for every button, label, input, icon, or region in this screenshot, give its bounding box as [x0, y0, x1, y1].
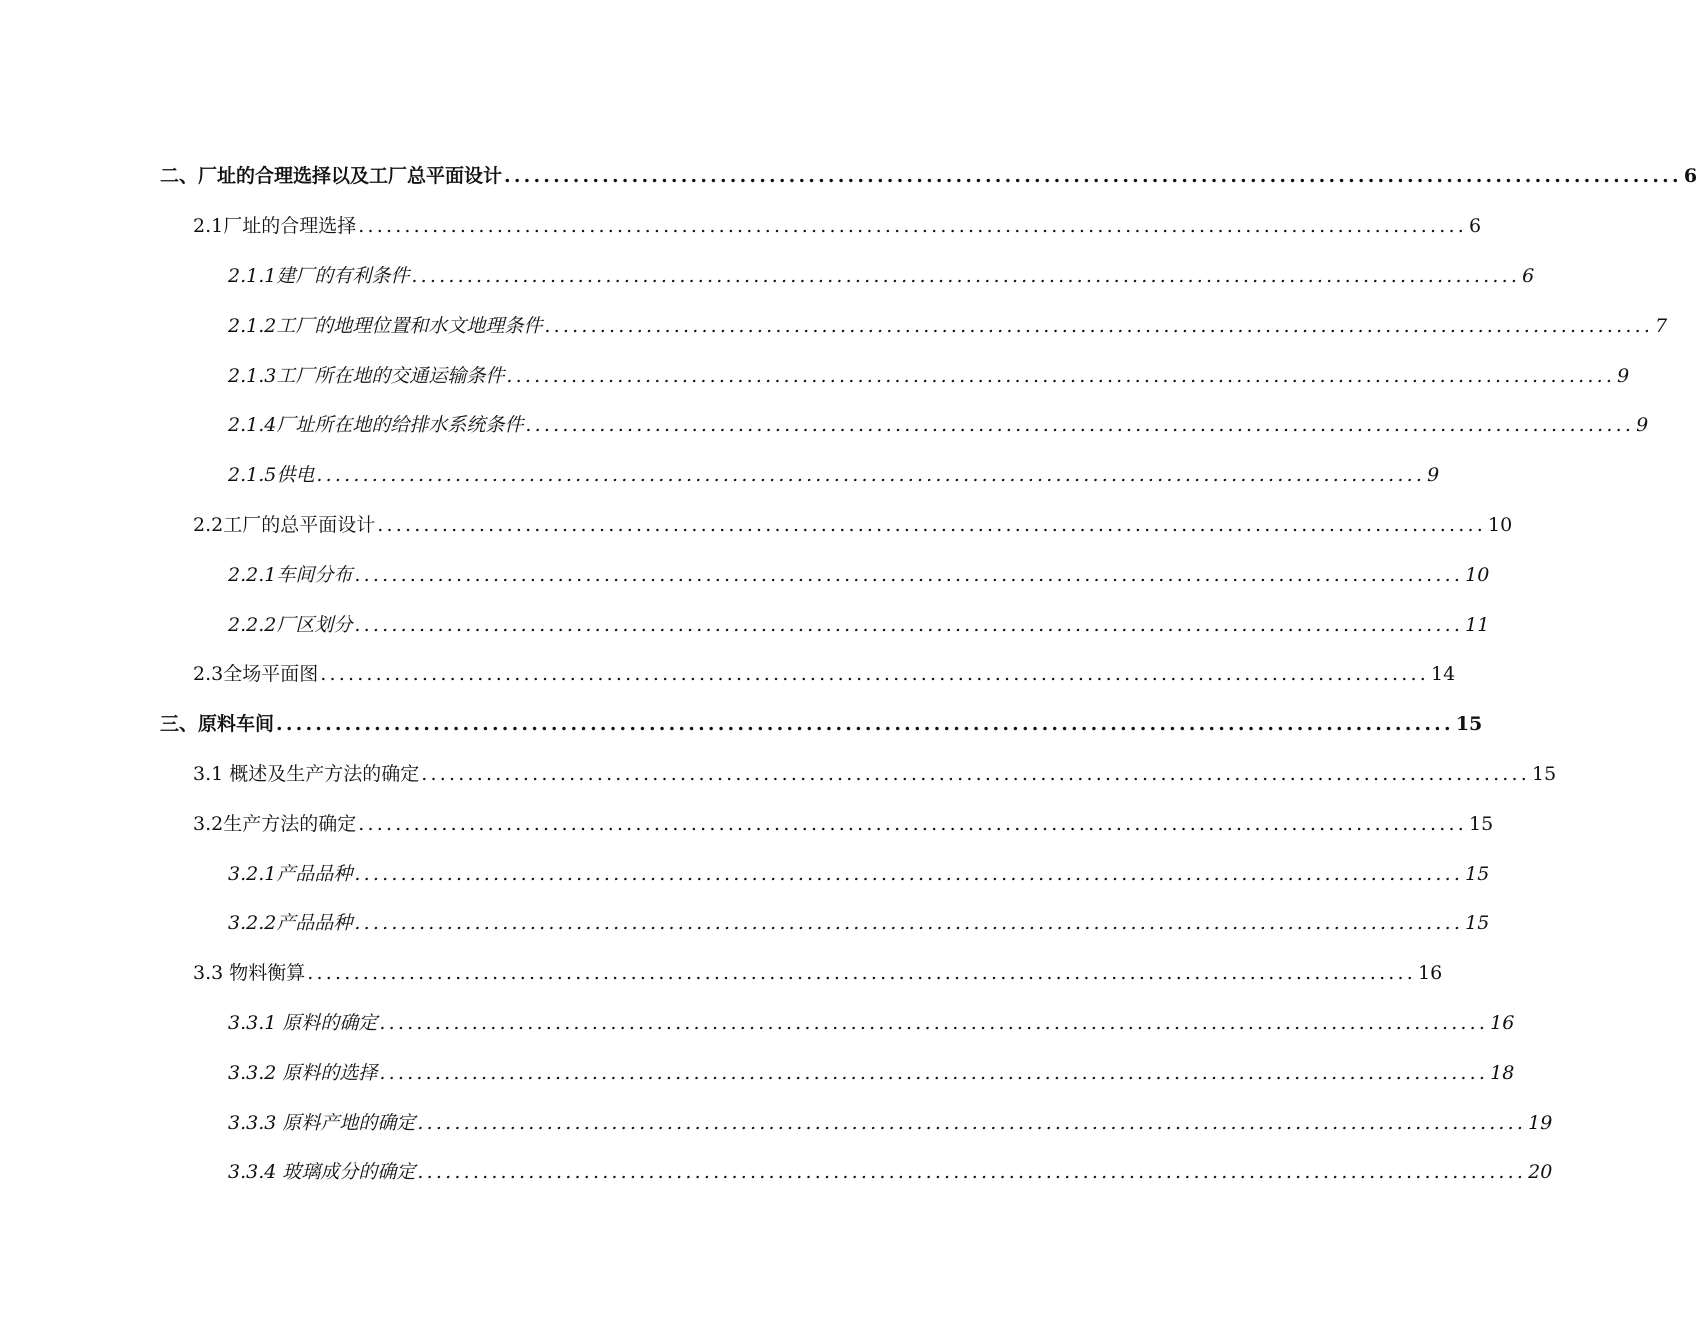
toc-entry-label — [228, 610, 352, 637]
toc-entry-line — [0, 1157, 1553, 1184]
toc-page-number: 6 — [1522, 264, 1535, 287]
toc-leader-dots: ........................................................................................................................ — [377, 513, 1486, 536]
toc-entry-title: 生产方法的确定 — [223, 812, 357, 835]
toc-entry-number: 3.3.1 — [228, 1011, 283, 1034]
toc-page-number: 20 — [1528, 1161, 1553, 1184]
toc-entry-line — [0, 161, 1697, 188]
toc-leader-dots: ........................................................................................................................ — [525, 414, 1635, 437]
toc-entry-label — [228, 460, 314, 487]
toc-entry-line — [0, 759, 1557, 786]
toc-entry-label — [228, 859, 352, 886]
toc-entry-number: 2.1.3 — [228, 364, 277, 387]
toc-entry-chapter-3[interactable] — [0, 698, 1483, 748]
toc-entry-title: 工厂的地理位置和水文地理条件 — [276, 314, 543, 337]
toc-leader-dots: ........................................................................................................................ — [354, 862, 1464, 885]
toc-entry-line — [0, 261, 1535, 288]
toc-entry-title: 建厂的有利条件 — [276, 264, 410, 287]
toc-entry-title: 概述及生产方法的确定 — [229, 762, 420, 785]
toc-entry-line — [0, 560, 1490, 587]
toc-entry-3-1[interactable] — [0, 748, 1557, 798]
toc-entry-label — [160, 161, 502, 188]
toc-entry-number: 2.2.2 — [228, 613, 277, 636]
toc-entry-title: 全场平面图 — [223, 663, 319, 686]
toc-entry-3-3-1[interactable] — [0, 997, 1515, 1047]
toc-entry-label — [193, 809, 356, 836]
toc-entry-label — [228, 361, 504, 388]
toc-entry-title: 玻璃成分的确定 — [282, 1161, 416, 1184]
toc-entry-line — [0, 211, 1482, 238]
toc-entry-line — [0, 1108, 1553, 1135]
toc-leader-dots: ........................................................................................................................ — [417, 1111, 1527, 1134]
toc-entry-3-2-1[interactable] — [0, 847, 1490, 897]
toc-entry-line — [0, 1008, 1515, 1035]
toc-entry-2-1-5[interactable] — [0, 449, 1440, 499]
toc-entry-3-2[interactable] — [0, 797, 1494, 847]
toc-leader-dots: ........................................................................................................................ — [504, 165, 1682, 188]
toc-entry-label — [228, 311, 542, 338]
toc-entry-label — [160, 709, 274, 736]
toc-entry-number: 2.1.1 — [228, 264, 277, 287]
toc-entry-label — [228, 410, 523, 437]
toc-page-number: 15 — [1468, 812, 1494, 835]
toc-entry-2-2-1[interactable] — [0, 548, 1490, 598]
toc-page-number: 15 — [1532, 762, 1557, 785]
table-of-contents — [0, 150, 1697, 1196]
toc-leader-dots: ........................................................................................................................ — [379, 1011, 1489, 1034]
toc-entry-label — [228, 261, 409, 288]
toc-entry-3-3-4[interactable] — [0, 1146, 1553, 1196]
toc-leader-dots: ........................................................................................................................ — [358, 812, 1467, 835]
toc-entry-number: 3.3.4 — [228, 1161, 283, 1184]
toc-page-number: 15 — [1465, 912, 1490, 935]
toc-entry-title: 厂址的合理选择以及工厂总平面设计 — [198, 165, 503, 188]
toc-entry-2-1-2[interactable] — [0, 299, 1668, 349]
toc-entry-number: 2.1.4 — [228, 414, 277, 437]
toc-entry-number: 2.3 — [193, 663, 224, 686]
toc-entry-line — [0, 610, 1490, 637]
toc-entry-label — [228, 1008, 377, 1035]
toc-entry-number: 2.1.2 — [228, 314, 277, 337]
toc-page-number: 6 — [1683, 165, 1697, 188]
toc-page-number: 9 — [1427, 464, 1440, 487]
toc-page-number: 16 — [1490, 1011, 1515, 1034]
toc-leader-dots: ........................................................................................................................ — [354, 613, 1464, 636]
toc-entry-title: 厂址的合理选择 — [223, 215, 357, 238]
toc-entry-label — [228, 1108, 415, 1135]
toc-entry-number: 二、 — [160, 165, 199, 188]
toc-entry-title: 原料车间 — [198, 713, 275, 736]
toc-entry-number: 2.1.5 — [228, 464, 277, 487]
toc-entry-line — [0, 809, 1494, 836]
toc-page-number: 10 — [1487, 513, 1513, 536]
toc-entry-label — [228, 1157, 415, 1184]
toc-entry-label — [193, 759, 419, 786]
toc-entry-title: 产品品种 — [276, 862, 353, 885]
toc-page-number: 6 — [1468, 215, 1482, 238]
toc-entry-title: 工厂所在地的交通运输条件 — [276, 364, 505, 387]
toc-entry-2-1[interactable] — [0, 200, 1482, 250]
toc-entry-number: 2.2.1 — [228, 563, 277, 586]
toc-page-number: 19 — [1528, 1111, 1553, 1134]
toc-leader-dots: ........................................................................................................................ — [417, 1161, 1527, 1184]
toc-entry-label — [193, 659, 318, 686]
toc-entry-title: 供电 — [276, 464, 315, 487]
toc-page-number: 15 — [1455, 713, 1483, 736]
toc-entry-3-2-2[interactable] — [0, 897, 1490, 947]
toc-entry-line — [0, 410, 1649, 437]
toc-entry-label — [228, 908, 352, 935]
toc-entry-3-3-2[interactable] — [0, 1046, 1515, 1096]
toc-entry-3-3-3[interactable] — [0, 1096, 1553, 1146]
toc-entry-number: 三、 — [160, 713, 199, 736]
toc-page-number: 11 — [1465, 613, 1490, 636]
toc-entry-number: 3.2.1 — [228, 862, 277, 885]
toc-entry-label — [228, 560, 352, 587]
toc-entry-2-3[interactable] — [0, 648, 1456, 698]
toc-entry-line — [0, 460, 1440, 487]
toc-entry-2-1-3[interactable] — [0, 349, 1630, 399]
toc-entry-line — [0, 361, 1630, 388]
toc-leader-dots: ........................................................................................................................ — [320, 663, 1429, 686]
toc-entry-line — [0, 958, 1443, 985]
toc-entry-title: 厂址所在地的给排水系统条件 — [276, 414, 524, 437]
toc-entry-chapter-2[interactable] — [0, 150, 1697, 200]
toc-entry-title: 物料衡算 — [229, 962, 306, 985]
toc-entry-line — [0, 659, 1456, 686]
toc-page-number: 16 — [1418, 962, 1443, 985]
toc-entry-title: 产品品种 — [276, 912, 353, 935]
toc-entry-number: 3.2.2 — [228, 912, 277, 935]
toc-entry-title: 原料的选择 — [282, 1061, 378, 1084]
toc-entry-line — [0, 510, 1513, 537]
toc-entry-number: 2.2 — [193, 513, 224, 536]
toc-entry-number: 3.1 — [193, 762, 230, 785]
toc-entry-number: 2.1 — [193, 215, 224, 238]
toc-entry-line — [0, 311, 1668, 338]
toc-entry-number: 3.3 — [193, 962, 230, 985]
toc-leader-dots: ........................................................................................................................ — [506, 364, 1616, 387]
toc-entry-2-1-4[interactable] — [0, 399, 1649, 449]
toc-leader-dots: ........................................................................................................................ — [379, 1061, 1489, 1084]
toc-entry-number: 3.3.3 — [228, 1111, 283, 1134]
toc-leader-dots: ........................................................................................................................ — [354, 912, 1464, 935]
toc-entry-label — [228, 1058, 377, 1085]
toc-leader-dots: ........................................................................................................................ — [358, 215, 1467, 238]
toc-entry-number: 3.3.2 — [228, 1061, 283, 1084]
toc-page-number: 18 — [1490, 1061, 1515, 1084]
toc-page-number: 7 — [1655, 314, 1668, 337]
toc-entry-label — [193, 510, 375, 537]
toc-leader-dots: ........................................................................................................................ — [421, 762, 1531, 785]
toc-entry-line — [0, 709, 1483, 736]
toc-page-number: 14 — [1430, 663, 1456, 686]
toc-entry-line — [0, 908, 1490, 935]
toc-leader-dots: ........................................................................................................................ — [354, 563, 1464, 586]
toc-leader-dots: ........................................................................................................................ — [316, 464, 1426, 487]
toc-entry-title: 厂区划分 — [276, 613, 353, 636]
toc-leader-dots: ........................................................................................................................ — [307, 962, 1417, 985]
toc-page-number: 15 — [1465, 862, 1490, 885]
toc-entry-2-2-2[interactable] — [0, 598, 1490, 648]
toc-entry-line — [0, 1058, 1515, 1085]
toc-page-number: 9 — [1617, 364, 1630, 387]
toc-entry-line — [0, 859, 1490, 886]
toc-entry-number: 3.2 — [193, 812, 224, 835]
toc-leader-dots: ........................................................................................................................ — [276, 713, 1454, 736]
toc-entry-label — [193, 958, 305, 985]
toc-entry-2-2[interactable] — [0, 499, 1513, 549]
toc-page-number: 9 — [1636, 414, 1649, 437]
toc-leader-dots: ........................................................................................................................ — [544, 314, 1654, 337]
toc-entry-3-3[interactable] — [0, 947, 1443, 997]
toc-page-number: 10 — [1465, 563, 1490, 586]
toc-leader-dots: ........................................................................................................................ — [411, 264, 1521, 287]
toc-entry-title: 原料的确定 — [282, 1011, 378, 1034]
toc-entry-2-1-1[interactable] — [0, 250, 1535, 300]
toc-entry-title: 原料产地的确定 — [282, 1111, 416, 1134]
toc-entry-title: 车间分布 — [276, 563, 353, 586]
toc-entry-label — [193, 211, 356, 238]
toc-entry-title: 工厂的总平面设计 — [223, 513, 376, 536]
